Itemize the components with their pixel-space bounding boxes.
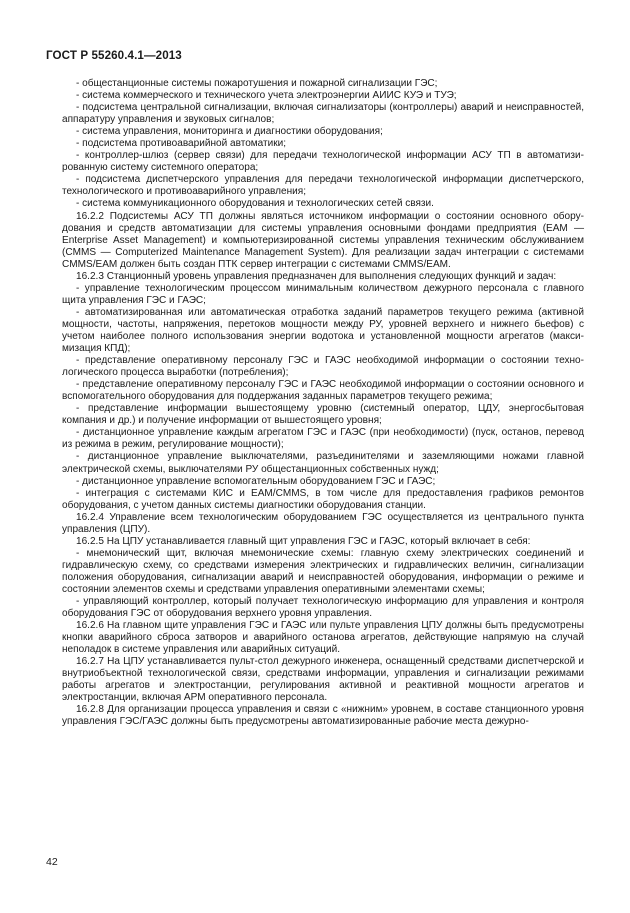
section-paragraph-16-2-2: 16.2.2 Подсистемы АСУ ТП должны являться источником информации о состоянии основного оборудования и средств автоматизации для системы управления основными фондами предприятия (ЕАМ — Enterprise Asset Management) и компьютеризированной системы управления техническим обслуживанием (CMMS — Computerized Maintenance Management System). Для реализации задач интеграции с системами CMMS/EAM должен быть создан ПТК сервер интеграции с системами CMMS/EAM. xyxy=(62,210,584,270)
list-item: - система коммерческого и технического учета электроэнергии АИИС КУЭ и ТУЭ; xyxy=(76,90,457,102)
page-number: 42 xyxy=(46,856,58,868)
list-item: - система управления, мониторинга и диагностики оборудования; xyxy=(76,126,383,138)
list-item: - подсистема диспетчерского управления для передачи технологической информации диспетчерского, технологического и противоаварийного управления; xyxy=(62,174,584,198)
section-paragraph-16-2-8: 16.2.8 Для организации процесса управления и связи с «нижним» уровнем, в составе станционного уровня управления ГЭС/ГАЭС должны быть предусмотрены автоматизированные рабочие места дежурно- xyxy=(62,704,584,728)
list-item: - система коммуникационного оборудования и технологических сетей связи. xyxy=(76,198,434,210)
section-paragraph-16-2-6: 16.2.6 На главном щите управления ГЭС и ГАЭС или пульте управления ЦПУ должны быть предусмотрены кнопки аварийного сброса затворов и аварийного останова агрегатов, действующие напрямую на случай неполадок в системе управления или аварийных ситуаций. xyxy=(62,620,584,656)
list-item: - управление технологическим процессом минимальным количеством дежурного персонала с главного щита управления ГЭС и ГАЭС; xyxy=(62,282,584,306)
list-item: - автоматизированная или автоматическая отработка заданий параметров текущего режима (активной мощности, частоты, напряжения, перетоков мощности между РУ, уровней верхнего и нижнего бьефов) с учетом наиболее полного использования энергии водотока и установленной мощности агрегатов (максимизация КПД); xyxy=(62,306,584,355)
section-paragraph-16-2-7: 16.2.7 На ЦПУ устанавливается пульт-стол дежурного инженера, оснащенный средствами диспетчерской и внутриобъектной технологической связи, средствами информации, управления и сигнализации режимами работы агрегатов и электростанции, регулирования активной и реактивной мощности агрегатов и электростанции, включая АРМ оперативного персонала. xyxy=(62,656,584,704)
list-item: - контроллер-шлюз (сервер связи) для передачи технологической информации АСУ ТП в автоматизированную систему системного оператора; xyxy=(62,150,584,174)
list-item: - подсистема противоаварийной автоматики; xyxy=(76,138,287,150)
list-item: - общестанционные системы пожаротушения и пожарной сигнализации ГЭС; xyxy=(76,78,438,89)
list-item: - интеграция с системами КИС и EAM/CMMS, в том числе для предоставления графиков ремонтов оборудования, с учетом данных системы диагностики оборудования станции. xyxy=(62,487,584,511)
standard-header: ГОСТ Р 55260.4.1—2013 xyxy=(46,49,182,62)
list-item: - дистанционное управление выключателями, разъединителями и заземляющими ножами главной электрической схемы, выключателями РУ общестанционных собственных нужд; xyxy=(62,451,584,475)
body-text xyxy=(62,78,584,729)
section-paragraph-16-2-4: 16.2.4 Управление всем технологическим оборудованием ГЭС осуществляется из центрального пункта управления (ЦПУ). xyxy=(62,511,584,535)
section-paragraph-16-2-3: 16.2.3 Станционный уровень управления предназначен для выполнения следующих функций и задач: xyxy=(76,270,557,282)
list-item: - представление оперативному персоналу ГЭС и ГАЭС необходимой информации о состоянии основного и вспомогательного оборудования для поддержания заданных параметров текущего режима; xyxy=(62,379,584,403)
list-item: - представление оперативному персоналу ГЭС и ГАЭС необходимой информации о состоянии технологического процесса выработки (потребления); xyxy=(62,355,584,379)
list-item: - мнемонический щит, включая мнемонические схемы: главную схему электрических соединений и гидравлическую схему, со средствами измерения электрических и гидравлических величин, сигнализации положения оборудования, сигнализации аварий и неисправностей оборудования, информации о режиме и состоянии элементов схемы и средствами управления оперативными элементами схемы; xyxy=(62,547,584,595)
list-item: - управляющий контроллер, который получает технологическую информацию для управления и контроля оборудования ГЭС от оборудования верхнего уровня управления. xyxy=(62,596,584,620)
list-item: - дистанционное управление каждым агрегатом ГЭС и ГАЭС (при необходимости) (пуск, останов, перевод из режима в режим, регулирование мощности); xyxy=(62,427,584,451)
list-item: - подсистема центральной сигнализации, включая сигнализаторы (контроллеры) аварий и неисправностей, аппаратуру управления и звуковых сигналов; xyxy=(62,102,584,126)
section-paragraph-16-2-5: 16.2.5 На ЦПУ устанавливается главный щит управления ГЭС и ГАЭС, который включает в себя: xyxy=(76,535,531,547)
list-item: - дистанционное управление вспомогательным оборудованием ГЭС и ГАЭС; xyxy=(76,475,436,487)
list-item: - представление информации вышестоящему уровню (системный оператор, ЦДУ, энергосбытовая компания и др.) и получение информации от вышестоящего уровня; xyxy=(62,403,584,427)
